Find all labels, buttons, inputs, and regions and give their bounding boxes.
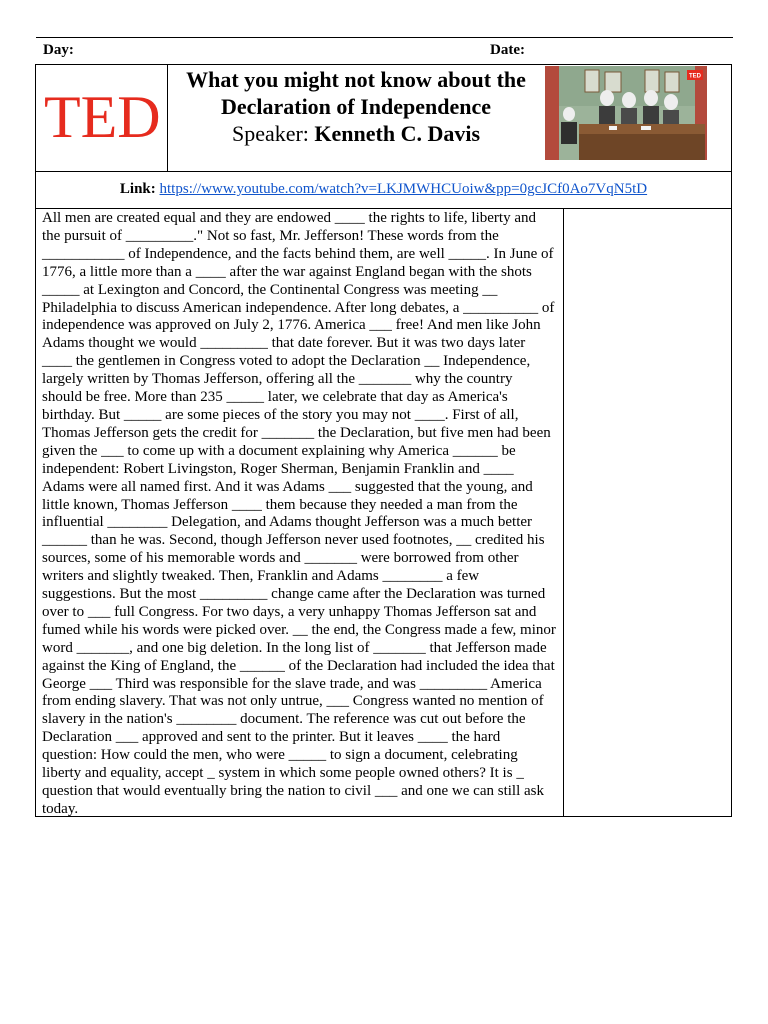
speaker-line xyxy=(168,120,544,147)
fill-in-passage: All men are created equal and they are endowed ____ the rights to life, liberty and the pursuit of _________." Not so fast, Mr. Jefferson! These words from the ___________ of Independence, and the facts behind them, are well _____. In June of 1776, a little more than a ____ after the war against England began with the shots _____ at Lexington and Concord, the Continental Congress was meeting __ Philadelphia to discuss American independence. After long debates, a __________ of independence was approved on July 2, 1776. America ___ free! And men like John Adams thought we would _________ that date forever. But it was two days later ____ the gentlemen in Congress voted to adopt the Declaration __ Independence, largely written by Thomas Jefferson, offering all the _______ why the country should be free. More than 235 _____ later, we celebrate that day as America's birthday. But _____ are some pieces of the story you may not ____. First of all, Thomas Jefferson gets the credit for _______ the Declaration, but five men had been given the ___ to come up with a document explaining why America ______ be independent: Robert Livingston, Roger Sherman, Benjamin Franklin and ____ Adams were all named first. And it was Adams ___ suggested that the young, and little known, Thomas Jefferson ____ them because they needed a man from the influential ________ Delegation, and Adams thought Jefferson was a much better ______ than he was. Second, though Jefferson never used footnotes, __ credited his sources, some of his memorable words and _______ were borrowed from other writers and slightly tweaked. Then, Franklin and Adams ________ a few suggestions. But the most _________ change came after the Declaration was turned over to ___ full Congress. For two days, a very unhappy Thomas Jefferson sat and fumed while his words were picked over. __ the end, the Congress made a few, minor word _______, and one big deletion. In the long list of _______ that Jefferson made against the King of England, the ______ of the Declaration had included the idea that George ___ Third was responsible for the slave trade, and was _________ America from ending slavery. That was not only untrue, ___ Congress wanted no mention of slavery in the nation's ________ document. The reference was cut out before the Declaration ___ approved and sent to the printer. But it leaves ____ the hard question: How could the men, who were _____ to sign a document, celebrating liberty and equality, accept _ system in which some people owned others? It is _ question that would eventually bring the nation to civil ___ and one we can still ask today. xyxy=(42,210,556,817)
speaker-label: Speaker: xyxy=(231,121,315,146)
title-cell xyxy=(168,65,544,171)
column-divider xyxy=(563,209,564,816)
thumbnail-badge-text: TED xyxy=(689,73,701,80)
link-row xyxy=(35,172,732,209)
day-label: Day: xyxy=(43,42,74,58)
header-table xyxy=(35,64,732,172)
worksheet-table xyxy=(35,209,732,817)
ted-logo: TED xyxy=(44,84,161,150)
talk-title-line-2: Declaration of Independence xyxy=(220,94,492,119)
date-label: Date: xyxy=(490,42,525,58)
video-thumbnail-image xyxy=(545,66,707,160)
video-link[interactable]: https://www.youtube.com/watch?v=LKJMWHCUoiw&pp=0gcJCf0Ao7VqN5tD xyxy=(159,181,648,197)
talk-title-line-1: What you might not know about the xyxy=(186,67,526,92)
header-rule xyxy=(36,37,733,38)
link-line xyxy=(36,172,731,207)
link-label: Link: xyxy=(119,181,156,197)
speaker-name: Kenneth C. Davis xyxy=(314,121,481,146)
logo-cell xyxy=(36,65,168,171)
